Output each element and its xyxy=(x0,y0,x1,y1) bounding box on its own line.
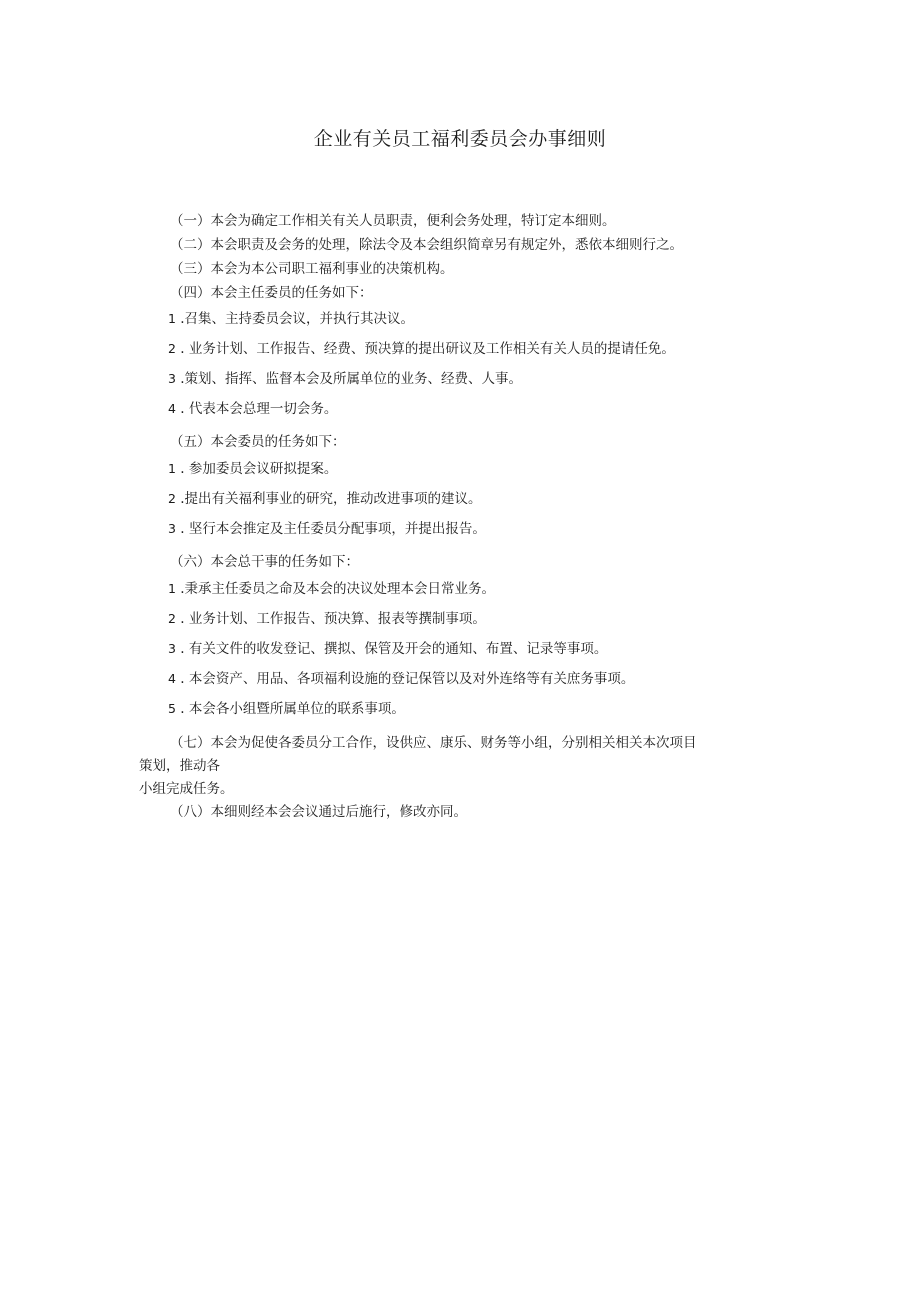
section-4-heading: （四）本会主任委员的任务如下： xyxy=(170,285,373,301)
section-4-item-1: 1 .召集、主持委员会议，并执行其决议。 xyxy=(168,311,415,327)
section-1: （一）本会为确定工作相关有关人员职责，便利会务处理，特订定本细则。 xyxy=(170,213,616,229)
section-6-item-2: 2 . 业务计划、工作报告、预决算、报表等撰制事项。 xyxy=(168,611,486,627)
section-2: （二）本会职责及会务的处理，除法令及本会组织简章另有规定外，悉依本细则行之。 xyxy=(170,237,683,253)
section-6-item-5: 5 . 本会各小组暨所属单位的联系事项。 xyxy=(168,701,405,717)
section-7-line-1: （七）本会为促使各委员分工合作，设供应、康乐、财务等小组，分别相关相关本次项目 xyxy=(170,735,697,751)
section-5-item-2: 2 .提出有关福利事业的研究，推动改进事项的建议。 xyxy=(168,491,482,507)
section-4-item-2: 2 . 业务计划、工作报告、经费、预决算的提出研议及工作相关有关人员的提请任免。 xyxy=(168,341,675,357)
section-5-item-1: 1 . 参加委员会议研拟提案。 xyxy=(168,461,338,477)
section-6-item-1: 1 .秉承主任委员之命及本会的决议处理本会日常业务。 xyxy=(168,581,496,597)
section-5-heading: （五）本会委员的任务如下： xyxy=(170,434,346,450)
section-7-line-2: 策划，推动各 xyxy=(139,758,220,774)
section-8: （八）本细则经本会会议通过后施行，修改亦同。 xyxy=(170,804,467,820)
page-title: 企业有关员工福利委员会办事细则 xyxy=(313,128,607,150)
section-4-item-4: 4 . 代表本会总理一切会务。 xyxy=(168,401,338,417)
section-6-item-3: 3 . 有关文件的收发登记、撰拟、保管及开会的通知、布置、记录等事项。 xyxy=(168,641,608,657)
section-6-item-4: 4 . 本会资产、用品、各项福利设施的登记保管以及对外连络等有关庶务事项。 xyxy=(168,671,635,687)
section-7-line-3: 小组完成任务。 xyxy=(139,781,234,797)
section-5-item-3: 3 . 坚行本会推定及主任委员分配事项，并提出报告。 xyxy=(168,521,486,537)
section-4-item-3: 3 .策划、指挥、监督本会及所属单位的业务、经费、人事。 xyxy=(168,371,523,387)
section-6-heading: （六）本会总干事的任务如下： xyxy=(170,554,359,570)
section-3: （三）本会为本公司职工福利事业的决策机构。 xyxy=(170,261,454,277)
